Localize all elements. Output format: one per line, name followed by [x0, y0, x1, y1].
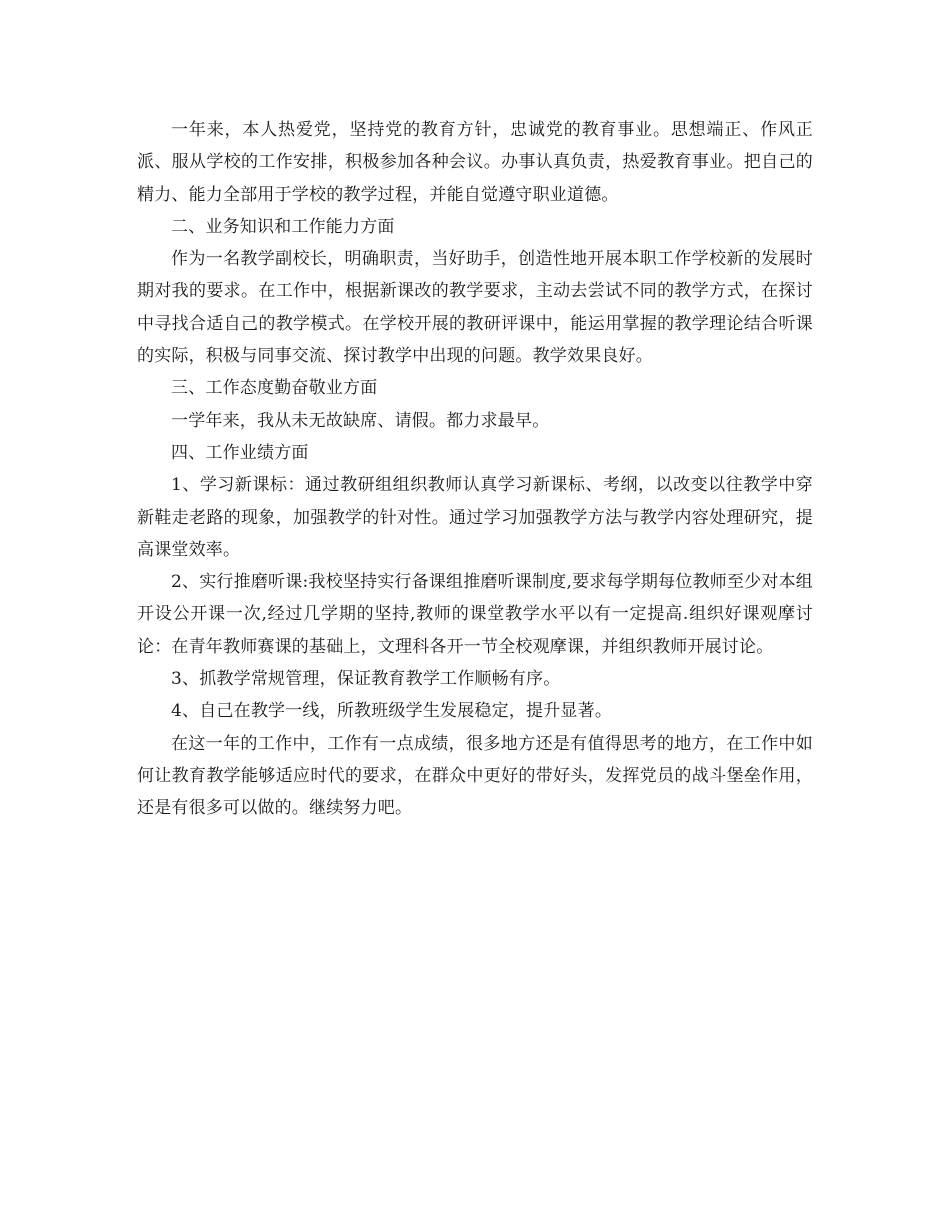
document-body — [137, 114, 813, 825]
heading-section-2: 二、业务知识和工作能力方面 — [171, 216, 395, 237]
paragraph-item-1: 1、学习新课标：通过教研组组织教师认真学习新课标、考纲，以改变以往教学中穿新鞋走老路的现象，加强教学的针对性。通过学习加强教学方法与教学内容处理研究，提高课堂效率。 — [137, 475, 813, 560]
paragraph-item-4: 4、自己在教学一线，所教班级学生发展稳定，提升显著。 — [171, 701, 613, 722]
paragraph-intro: 一年来，本人热爱党，坚持党的教育方针，忠诚党的教育事业。思想端正、作风正派、服从学校的工作安排，积极参加各种会议。办事认真负责，热爱教育事业。把自己的精力、能力全部用于学校的教学过程，并能自觉遵守职业道德。 — [137, 120, 813, 205]
heading-section-3: 三、工作态度勤奋敬业方面 — [171, 378, 378, 399]
paragraph-item-3: 3、抓教学常规管理，保证教育教学工作顺畅有序。 — [171, 669, 561, 690]
paragraph-item-2: 2、实行推磨听课:我校坚持实行备课组推磨听课制度,要求每学期每位教师至少对本组开设公开课一次,经过几学期的坚持,教师的课堂教学水平以有一定提高.组织好课观摩讨论：在青年教师赛课的基础上，文理科各开一节全校观摩课，并组织教师开展讨论。 — [137, 572, 813, 657]
paragraph-section-3: 一学年来，我从未无故缺席、请假。都力求最早。 — [171, 410, 550, 431]
heading-section-4: 四、工作业绩方面 — [171, 442, 309, 463]
paragraph-conclusion: 在这一年的工作中，工作有一点成绩，很多地方还是有值得思考的地方，在工作中如何让教育教学能够适应时代的要求，在群众中更好的带好头，发挥党员的战斗堡垒作用，还是有很多可以做的。继续努力吧。 — [137, 733, 813, 819]
paragraph-section-2: 作为一名教学副校长，明确职责，当好助手，创造性地开展本职工作学校新的发展时期对我的要求。在工作中，根据新课改的教学要求，主动去尝试不同的教学方式，在探讨中寻找合适自己的教学模式。在学校开展的教研评课中，能运用掌握的教学理论结合听课的实际，积极与同事交流、探讨教学中出现的问题。教学效果良好。 — [137, 249, 813, 367]
